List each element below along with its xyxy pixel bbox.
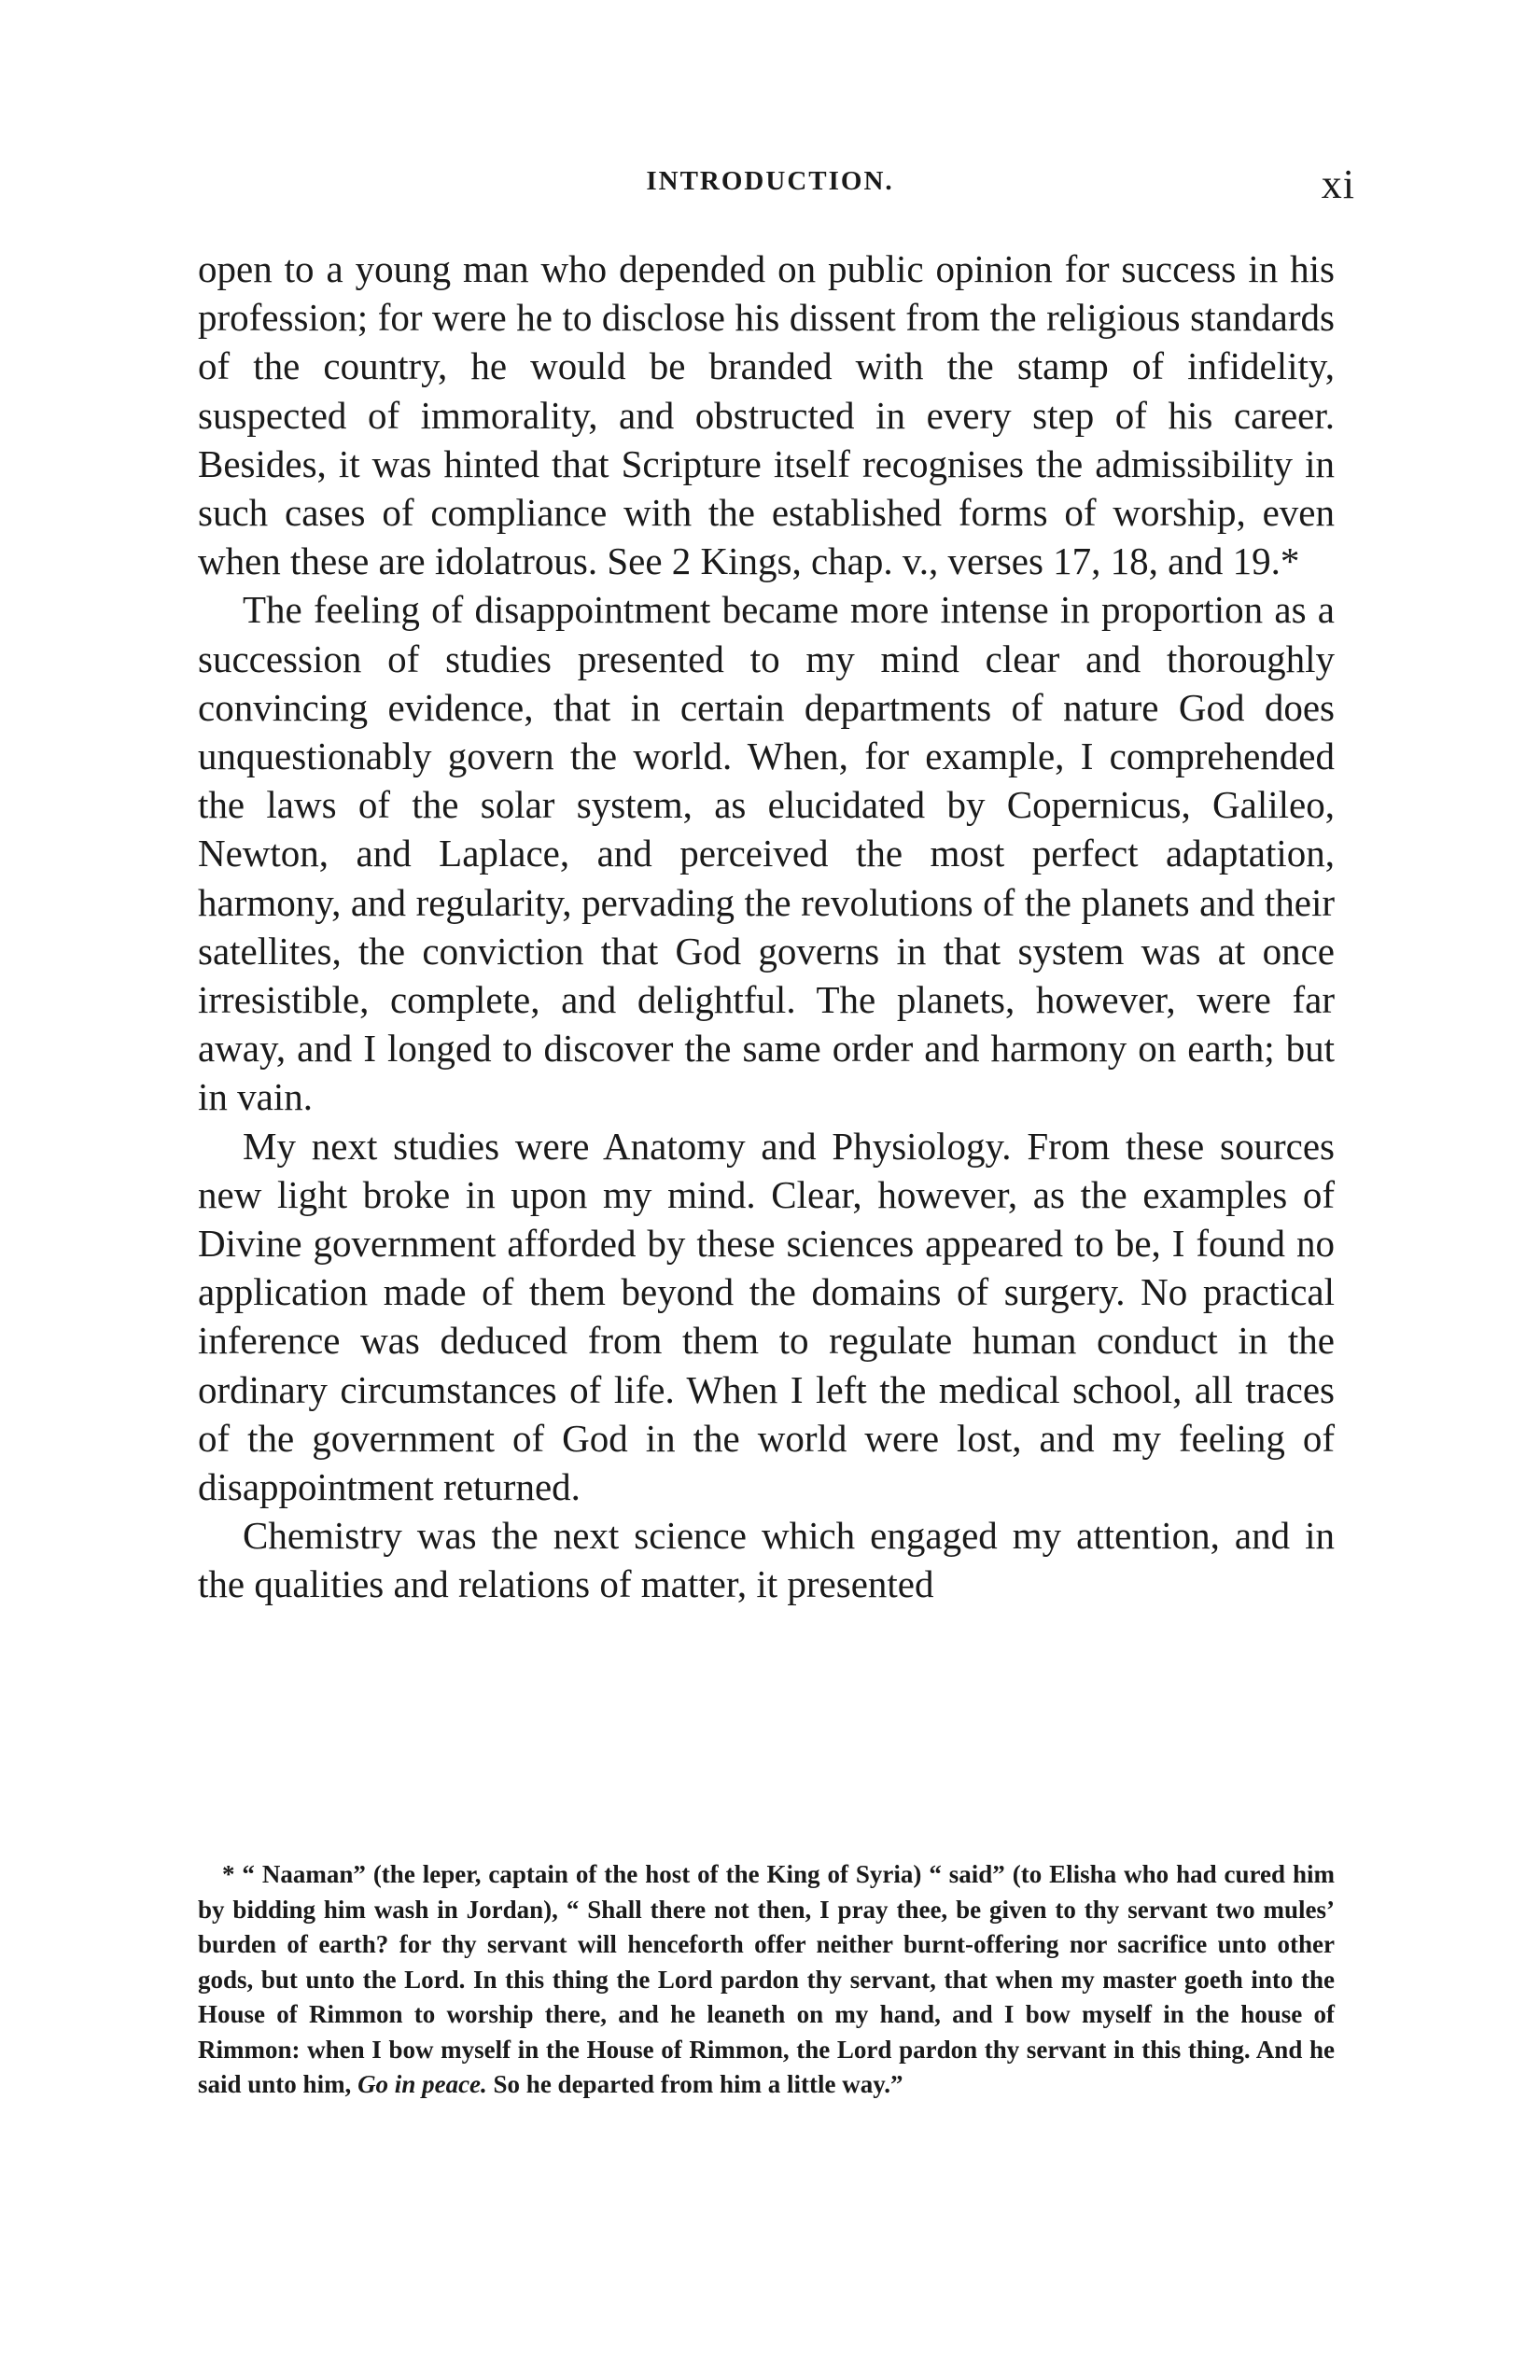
footnote-text	[198, 1857, 1335, 2103]
footnote	[198, 1857, 1335, 2103]
running-head: INTRODUCTION.	[646, 166, 894, 196]
footnote-text-start: * “ Naaman” (the leper, captain of the host of the King of Syria) “ said” (to Elisha who had cured him by bidding him wash in Jordan), “ Shall there not then, I pray thee, be given to thy servant two mules’ burden of earth? for thy servant will henceforth offer neither burnt-offering nor sacrifice unto other gods, but unto the Lord. In this thing the Lord pardon thy servant, that when my master goeth into the House of Rimmon to worship there, and he leaneth on my hand, and I bow myself in the house of Rimmon: when I bow myself in the House of Rimmon, the Lord pardon thy servant in this thing. And he said unto him,	[198, 1860, 1335, 2098]
body-text	[198, 245, 1335, 1609]
page-number: xi	[1321, 161, 1355, 207]
footnote-italic-phrase: Go in peace.	[357, 2070, 487, 2098]
paragraph-anatomy: My next studies were Anatomy and Physiology. From these sources new light broke in upon my mind. Clear, however, as the examples of Divine government afforded by these sciences appeared to be, I found no application made of them beyond the domains of surgery. No practical inference was deduced from them to regulate human conduct in the ordinary circumstances of life. When I left the medical school, all traces of the government of God in the world were lost, and my feeling of disappointment returned.	[198, 1124, 1335, 1509]
paragraph-disappointment: The feeling of disappointment became more intense in proportion as a succession of studies presented to my mind clear and thoroughly convincing evidence, that in certain departments of nature God does unquestionably govern the world. When, for example, I comprehended the laws of the solar system, as elucidated by Copernicus, Galileo, Newton, and Laplace, and perceived the most perfect adaptation, harmony, and regularity, pervading the revolutions of the planets and their satellites, the conviction that God governs in that system was at once irresistible, complete, and delightful. The planets, however, were far away, and I longed to discover the same order and harmony on earth; but in vain.	[198, 588, 1335, 1119]
page-header	[0, 161, 1540, 213]
paragraph-continuation: open to a young man who depended on public opinion for success in his profession; for were he to disclose his dissent from the religious standards of the country, he would be branded with the stamp of infidelity, suspected of immorality, and obstructed in every step of his career. Besides, it was hinted that Scripture itself recognises the admissibility in such cases of compliance with the established forms of worship, even when these are idolatrous. See 2 Kings, chap. v., verses 17, 18, and 19.*	[198, 247, 1335, 583]
paragraph-chemistry: Chemistry was the next science which engaged my attention, and in the qualities and relations of matter, it presented	[198, 1514, 1335, 1606]
footnote-text-end: So he departed from him a little way.”	[486, 2070, 903, 2098]
